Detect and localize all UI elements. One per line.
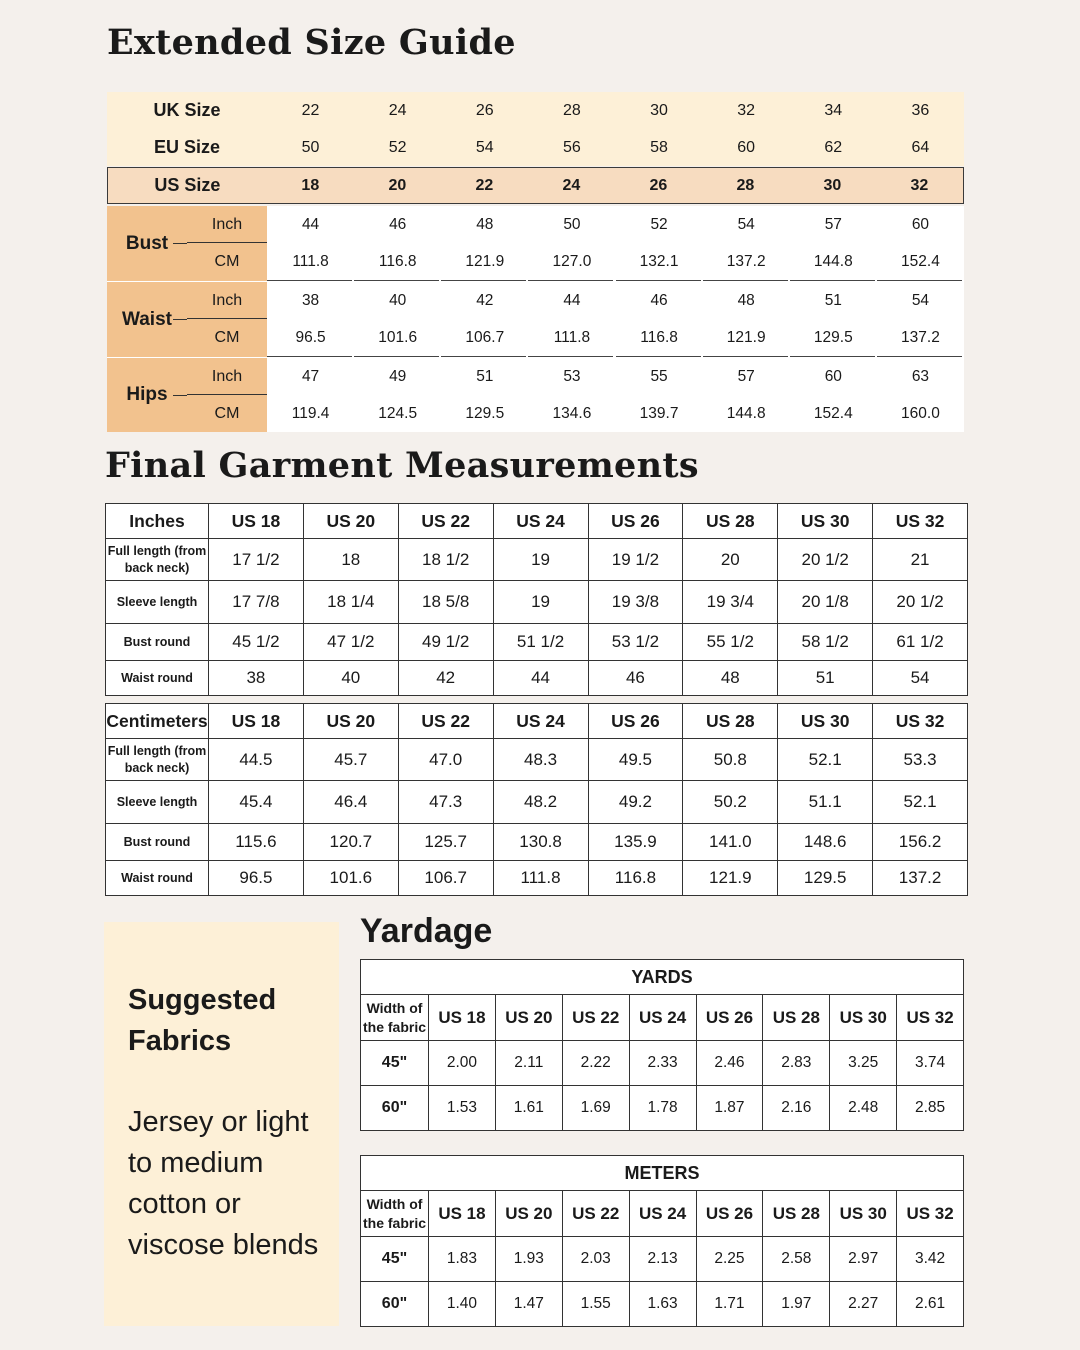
size-header: US 22 [398, 504, 493, 539]
us-size-cell: 22 [475, 176, 494, 194]
value-cell: 54 [911, 291, 930, 309]
value-cell: 55 [650, 367, 668, 385]
table-header-row [361, 995, 964, 1041]
value-cell: 1.87 [696, 1086, 763, 1131]
us-size-row [107, 167, 964, 204]
value-cell: 46 [389, 215, 407, 233]
centimeters-header: Centimeters [106, 704, 209, 739]
value-cell: 50 [563, 215, 581, 233]
value-cell: 115.6 [209, 824, 304, 861]
value-cell: 54 [737, 215, 755, 233]
garment-inches-table [105, 503, 968, 696]
value-cell: 160.0 [901, 404, 940, 422]
uk-size-row [107, 92, 964, 129]
value-cell: 96.5 [209, 861, 304, 896]
value-cell: 49.2 [588, 781, 683, 824]
bust-cm-row [267, 243, 964, 280]
value-cell: 116.8 [640, 328, 678, 346]
bust-label: Bust [125, 232, 169, 254]
value-cell: 18 [303, 539, 398, 581]
value-cell: 38 [301, 291, 320, 309]
value-cell: 1.47 [495, 1282, 562, 1327]
bust-group [107, 206, 964, 281]
table-row [106, 581, 968, 624]
table-row [361, 1282, 964, 1327]
size-header: US 26 [696, 1191, 763, 1237]
row-label: Waist round [106, 661, 209, 696]
value-cell: 2.22 [562, 1041, 629, 1086]
value-cell: 152.4 [901, 252, 940, 270]
size-header: US 30 [830, 1191, 897, 1237]
value-cell: 127.0 [552, 252, 592, 270]
size-header: US 18 [209, 704, 304, 739]
value-cell: 2.46 [696, 1041, 763, 1086]
value-cell: 148.6 [778, 824, 873, 861]
row-label: Sleeve length [106, 581, 209, 624]
row-label: Full length (from back neck) [106, 739, 209, 781]
size-guide-title: Extended Size Guide [107, 22, 516, 63]
value-cell: 40 [389, 291, 407, 309]
value-cell: 55 1/2 [683, 624, 778, 661]
waist-label-cell [107, 282, 267, 357]
value-cell: 121.9 [683, 861, 778, 896]
value-cell: 1.69 [562, 1086, 629, 1131]
size-header: US 24 [493, 704, 588, 739]
value-cell: 48.3 [493, 739, 588, 781]
width-label: Width of the fabric [361, 1191, 429, 1237]
value-cell: 51 [824, 291, 842, 309]
cm-label: CM [214, 328, 240, 346]
eu-size-cell: 56 [563, 138, 581, 156]
value-cell: 57 [824, 215, 842, 233]
row-label: Bust round [106, 824, 209, 861]
hips-inch-row [267, 358, 964, 395]
value-cell: 106.7 [465, 328, 505, 346]
eu-size-cell: 64 [911, 138, 930, 156]
value-cell: 2.61 [897, 1282, 964, 1327]
value-cell: 2.97 [830, 1237, 897, 1282]
row-label: Sleeve length [106, 781, 209, 824]
value-cell: 44 [301, 215, 320, 233]
value-cell: 1.55 [562, 1282, 629, 1327]
value-cell: 47.0 [398, 739, 493, 781]
table-row [361, 1086, 964, 1131]
yards-table [360, 959, 964, 1131]
value-cell: 152.4 [813, 404, 853, 422]
value-cell: 2.58 [763, 1237, 830, 1282]
suggested-fabrics-panel [104, 922, 339, 1326]
value-cell: 120.7 [303, 824, 398, 861]
value-cell: 156.2 [873, 824, 968, 861]
uk-size-cell: 34 [824, 101, 843, 119]
value-cell: 21 [873, 539, 968, 581]
value-cell: 101.6 [303, 861, 398, 896]
table-row [106, 781, 968, 824]
table-row [361, 1237, 964, 1282]
size-header: US 20 [303, 504, 398, 539]
eu-size-cell: 62 [824, 138, 843, 156]
value-cell: 137.2 [901, 328, 940, 346]
value-cell: 47 1/2 [303, 624, 398, 661]
suggested-fabrics-text: Jersey or light to medium cotton or viscose blends [128, 1106, 319, 1261]
size-header: US 28 [763, 995, 830, 1041]
value-cell: 48 [683, 661, 778, 696]
size-guide-header [107, 92, 964, 166]
value-cell: 135.9 [588, 824, 683, 861]
table-header-row [106, 504, 968, 539]
value-cell: 54 [873, 661, 968, 696]
value-cell: 46 [650, 291, 668, 309]
value-cell: 44.5 [209, 739, 304, 781]
uk-size-cell: 24 [388, 101, 407, 119]
us-size-cell: 32 [910, 176, 929, 194]
us-size-cell: 30 [823, 176, 842, 194]
value-cell: 51 [778, 661, 873, 696]
value-cell: 49 1/2 [398, 624, 493, 661]
yardage-title: Yardage [360, 912, 493, 950]
value-cell: 19 [493, 539, 588, 581]
value-cell: 38 [209, 661, 304, 696]
value-cell: 3.25 [830, 1041, 897, 1086]
size-header: US 24 [629, 995, 696, 1041]
value-cell: 130.8 [493, 824, 588, 861]
size-header: US 30 [778, 704, 873, 739]
size-header: US 26 [696, 995, 763, 1041]
garment-title: Final Garment Measurements [105, 445, 699, 486]
cm-label: CM [214, 404, 240, 422]
value-cell: 19 3/8 [588, 581, 683, 624]
value-cell: 42 [476, 291, 494, 309]
value-cell: 2.25 [696, 1237, 763, 1282]
value-cell: 3.42 [897, 1237, 964, 1282]
table-header-row [106, 704, 968, 739]
value-cell: 1.40 [429, 1282, 496, 1327]
waist-inch-row [267, 282, 964, 319]
size-header: US 20 [495, 1191, 562, 1237]
cm-label: CM [214, 252, 240, 270]
value-cell: 58 1/2 [778, 624, 873, 661]
size-header: US 32 [873, 704, 968, 739]
uk-size-cell: 32 [737, 101, 756, 119]
value-cell: 17 1/2 [209, 539, 304, 581]
size-header: US 18 [429, 1191, 496, 1237]
inch-label: Inch [211, 291, 243, 309]
size-header: US 18 [429, 995, 496, 1041]
size-header: US 24 [493, 504, 588, 539]
eu-size-label: EU Size [153, 137, 221, 157]
value-cell: 18 5/8 [398, 581, 493, 624]
caption-row [361, 1156, 964, 1191]
value-cell: 19 [493, 581, 588, 624]
value-cell: 44 [563, 291, 581, 309]
value-cell: 49.5 [588, 739, 683, 781]
value-cell: 45 1/2 [209, 624, 304, 661]
value-cell: 45.4 [209, 781, 304, 824]
value-cell: 53 [563, 367, 581, 385]
us-size-cell: 24 [562, 176, 581, 194]
size-header: US 24 [629, 1191, 696, 1237]
value-cell: 53.3 [873, 739, 968, 781]
row-label: Bust round [106, 624, 209, 661]
size-header: US 28 [763, 1191, 830, 1237]
value-cell: 1.63 [629, 1282, 696, 1327]
size-header: US 22 [562, 1191, 629, 1237]
value-cell: 57 [737, 367, 755, 385]
value-cell: 2.85 [897, 1086, 964, 1131]
hips-label: Hips [126, 384, 168, 405]
value-cell: 20 [683, 539, 778, 581]
value-cell: 111.8 [493, 861, 588, 896]
value-cell: 18 1/4 [303, 581, 398, 624]
value-cell: 46.4 [303, 781, 398, 824]
table-row [106, 661, 968, 696]
value-cell: 51.1 [778, 781, 873, 824]
value-cell: 106.7 [398, 861, 493, 896]
size-header: US 32 [897, 1191, 964, 1237]
value-cell: 2.16 [763, 1086, 830, 1131]
value-cell: 129.5 [465, 404, 505, 422]
value-cell: 137.2 [726, 252, 766, 270]
meters-table [360, 1155, 964, 1327]
value-cell: 20 1/8 [778, 581, 873, 624]
value-cell: 48 [737, 291, 755, 309]
value-cell: 1.71 [696, 1282, 763, 1327]
eu-size-cell: 58 [650, 138, 668, 156]
value-cell: 116.8 [588, 861, 683, 896]
us-size-cell: 20 [388, 176, 407, 194]
value-cell: 44 [493, 661, 588, 696]
us-size-label: US Size [154, 175, 221, 195]
uk-size-cell: 26 [475, 101, 494, 119]
inch-label: Inch [211, 215, 243, 233]
table-row [106, 861, 968, 896]
value-cell: 144.8 [813, 252, 853, 270]
value-cell: 19 3/4 [683, 581, 778, 624]
row-label: Waist round [106, 861, 209, 896]
value-cell: 52 [650, 215, 668, 233]
value-cell: 53 1/2 [588, 624, 683, 661]
value-cell: 48 [476, 215, 494, 233]
value-cell: 119.4 [291, 404, 330, 422]
hips-label-cell [107, 358, 267, 432]
value-cell: 2.03 [562, 1237, 629, 1282]
width-label: Width of the fabric [361, 995, 429, 1041]
size-header: US 30 [778, 504, 873, 539]
value-cell: 2.00 [429, 1041, 496, 1086]
value-cell: 18 1/2 [398, 539, 493, 581]
row-label: Full length (from back neck) [106, 539, 209, 581]
value-cell: 47.3 [398, 781, 493, 824]
value-cell: 19 1/2 [588, 539, 683, 581]
value-cell: 2.11 [495, 1041, 562, 1086]
value-cell: 3.74 [897, 1041, 964, 1086]
value-cell: 116.8 [378, 252, 417, 270]
size-header: US 20 [303, 704, 398, 739]
value-cell: 46 [588, 661, 683, 696]
value-cell: 1.93 [495, 1237, 562, 1282]
value-cell: 137.2 [873, 861, 968, 896]
value-cell: 20 1/2 [873, 581, 968, 624]
size-header: US 32 [897, 995, 964, 1041]
uk-size-label: UK Size [153, 100, 221, 120]
value-cell: 52.1 [778, 739, 873, 781]
value-cell: 48.2 [493, 781, 588, 824]
suggested-fabrics-title: Suggested Fabrics [128, 984, 277, 1057]
table-row [106, 624, 968, 661]
eu-size-cell: 54 [475, 138, 494, 156]
waist-group [107, 282, 964, 357]
size-header: US 28 [683, 704, 778, 739]
eu-size-cell: 60 [737, 138, 756, 156]
us-size-cell: 28 [736, 176, 755, 194]
value-cell: 125.7 [398, 824, 493, 861]
value-cell: 60 [824, 367, 842, 385]
size-header: US 32 [873, 504, 968, 539]
value-cell: 1.83 [429, 1237, 496, 1282]
value-cell: 2.33 [629, 1041, 696, 1086]
value-cell: 50.2 [683, 781, 778, 824]
size-header: US 22 [562, 995, 629, 1041]
eu-size-row [107, 129, 964, 166]
value-cell: 2.13 [629, 1237, 696, 1282]
table-row [106, 739, 968, 781]
garment-centimeters-table [105, 703, 968, 896]
hips-cm-row [267, 395, 964, 432]
value-cell: 61 1/2 [873, 624, 968, 661]
value-cell: 129.5 [778, 861, 873, 896]
value-cell: 1.78 [629, 1086, 696, 1131]
size-header: US 26 [588, 704, 683, 739]
value-cell: 96.5 [295, 328, 326, 346]
table-header-row [361, 1191, 964, 1237]
hips-group [107, 358, 964, 432]
size-header: US 30 [830, 995, 897, 1041]
us-size-cell: 18 [301, 176, 320, 194]
value-cell: 47 [301, 367, 320, 385]
value-cell: 134.6 [552, 404, 592, 422]
bust-label-cell [107, 206, 267, 281]
value-cell: 49 [389, 367, 407, 385]
uk-size-cell: 22 [301, 101, 320, 119]
value-cell: 17 7/8 [209, 581, 304, 624]
us-size-cell: 26 [649, 176, 668, 194]
value-cell: 124.5 [378, 404, 418, 422]
value-cell: 2.27 [830, 1282, 897, 1327]
size-guide-body [107, 206, 964, 432]
value-cell: 51 [476, 367, 494, 385]
value-cell: 111.8 [292, 252, 329, 270]
value-cell: 121.9 [726, 328, 766, 346]
caption-row [361, 960, 964, 995]
value-cell: 52.1 [873, 781, 968, 824]
width-cell: 45" [361, 1041, 429, 1086]
uk-size-cell: 28 [563, 101, 581, 119]
value-cell: 1.61 [495, 1086, 562, 1131]
value-cell: 63 [911, 367, 930, 385]
value-cell: 111.8 [553, 328, 591, 346]
value-cell: 101.6 [378, 328, 418, 346]
uk-size-cell: 30 [650, 101, 668, 119]
size-header: US 28 [683, 504, 778, 539]
size-guide-table [107, 92, 964, 432]
value-cell: 50.8 [683, 739, 778, 781]
value-cell: 20 1/2 [778, 539, 873, 581]
value-cell: 139.7 [639, 404, 679, 422]
uk-size-cell: 36 [911, 101, 930, 119]
value-cell: 129.5 [813, 328, 853, 346]
value-cell: 1.53 [429, 1086, 496, 1131]
value-cell: 132.1 [639, 252, 679, 270]
value-cell: 2.48 [830, 1086, 897, 1131]
size-header: US 18 [209, 504, 304, 539]
width-cell: 60" [361, 1282, 429, 1327]
waist-label: Waist [122, 308, 172, 330]
value-cell: 40 [303, 661, 398, 696]
eu-size-cell: 52 [388, 138, 407, 156]
size-header: US 26 [588, 504, 683, 539]
value-cell: 60 [911, 215, 930, 233]
size-header: US 20 [495, 995, 562, 1041]
inch-label: Inch [211, 367, 243, 385]
width-cell: 60" [361, 1086, 429, 1131]
waist-cm-row [267, 319, 964, 356]
value-cell: 2.83 [763, 1041, 830, 1086]
width-cell: 45" [361, 1237, 429, 1282]
value-cell: 144.8 [726, 404, 766, 422]
table-row [106, 824, 968, 861]
value-cell: 45.7 [303, 739, 398, 781]
eu-size-cell: 50 [301, 138, 320, 156]
table-row [106, 539, 968, 581]
inches-header: Inches [106, 504, 209, 539]
value-cell: 121.9 [465, 252, 505, 270]
value-cell: 141.0 [683, 824, 778, 861]
table-row [361, 1041, 964, 1086]
yards-caption: YARDS [361, 960, 964, 995]
meters-caption: METERS [361, 1156, 964, 1191]
value-cell: 42 [398, 661, 493, 696]
value-cell: 1.97 [763, 1282, 830, 1327]
size-header: US 22 [398, 704, 493, 739]
bust-inch-row [267, 206, 964, 243]
value-cell: 51 1/2 [493, 624, 588, 661]
